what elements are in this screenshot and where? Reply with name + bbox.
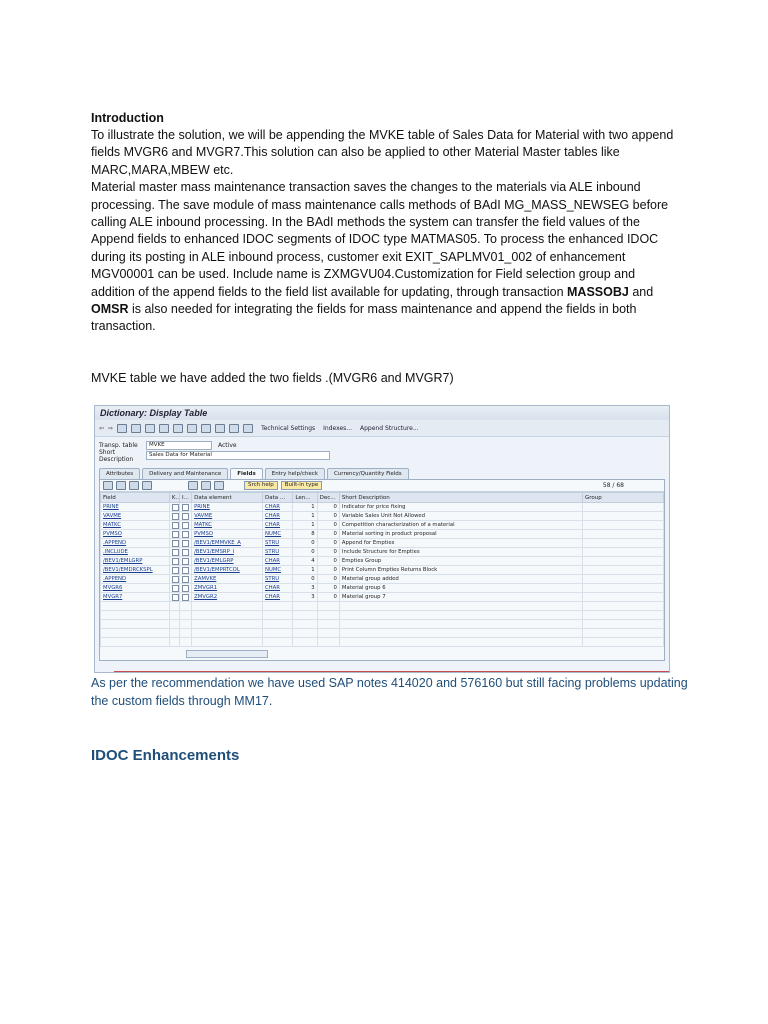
info-icon[interactable] [215,424,225,433]
key-checkbox[interactable] [169,539,179,548]
initial-checkbox[interactable] [179,548,191,557]
empty-cell [101,629,170,638]
decimals-cell[interactable]: 0 [317,593,339,602]
field-cell[interactable]: VAVME [101,512,170,521]
grid-toolbar [100,480,664,492]
empty-cell [262,629,292,638]
highlight-box [114,671,670,673]
empty-cell [339,620,582,629]
decimals-cell[interactable]: 0 [317,530,339,539]
data-type-cell[interactable]: CHAR [262,557,292,566]
key-checkbox[interactable] [169,566,179,575]
description-cell[interactable]: Indicator for price fixing [339,503,582,512]
key-checkbox[interactable] [169,548,179,557]
decimals-cell[interactable]: 0 [317,566,339,575]
empty-cell [169,602,179,611]
idoc-heading: IDOC Enhancements [91,747,240,764]
intro-paragraph-2: Material master mass maintenance transaction saves the changes to the materials via ALE inbound processing. The save module of mass maintenance calls methods of BAdI MG_MASS_NEWSEG before calling ALE inbound processing. In the BAdI methods the system can transfer the field values of the Append fields to enhanced IDOC segments of IDOC type MATMAS05. To process the enhanced IDOC during its posting in ALE inbound process, customer exit EXIT_SAPLMV01_002 of enhancement MGV00001 can be used. Include name is ZXMGVU04.Customization for Field selection group and addition of the append fields to the field list available for updating, through transaction MASSOBJ and OMSR is also needed for integrating the fields for mass maintenance and append the fields in both transaction. [91,180,669,334]
field-cell[interactable]: .INCLUDE [101,548,170,557]
toolbar-icon[interactable] [159,424,169,433]
empty-cell [582,611,663,620]
empty-cell [293,620,317,629]
field-cell[interactable]: MATKC [101,521,170,530]
checkbox-icon[interactable] [172,549,179,556]
data-type-cell[interactable]: CHAR [262,512,292,521]
key-checkbox[interactable] [169,593,179,602]
field-cell[interactable]: PRINE [101,503,170,512]
key-checkbox[interactable] [169,503,179,512]
field-cell[interactable]: .APPEND [101,539,170,548]
data-element-cell[interactable]: ZMVGR2 [192,593,263,602]
table-row[interactable] [101,530,664,539]
data-type-cell[interactable]: CHAR [262,503,292,512]
empty-cell [339,629,582,638]
field-cell[interactable]: PVMSO [101,530,170,539]
length-cell[interactable]: 8 [293,530,317,539]
initial-checkbox[interactable] [179,557,191,566]
data-type-cell[interactable]: STRU [262,575,292,584]
group-cell[interactable] [582,557,663,566]
checkbox-icon[interactable] [172,522,179,529]
group-cell[interactable] [582,575,663,584]
empty-cell [179,629,191,638]
description-cell[interactable]: Include Structure for Empties [339,548,582,557]
empty-cell [339,638,582,647]
intro-heading: Introduction [91,111,164,125]
checkbox-icon[interactable] [172,567,179,574]
empty-row [101,611,664,620]
empty-cell [179,638,191,647]
field-cell[interactable]: MVGR7 [101,593,170,602]
table-row[interactable] [101,539,664,548]
data-element-cell[interactable]: ZMVGR1 [192,584,263,593]
checkbox-icon[interactable] [182,558,189,565]
group-cell[interactable] [582,584,663,593]
toolbar-icon[interactable] [117,424,127,433]
empty-cell [192,638,263,647]
indexes-button[interactable]: Indexes... [323,424,353,432]
empty-cell [101,638,170,647]
length-cell[interactable]: 3 [293,584,317,593]
data-type-cell[interactable]: NUMC [262,566,292,575]
data-type-cell[interactable]: CHAR [262,584,292,593]
empty-cell [192,620,263,629]
empty-cell [101,620,170,629]
empty-cell [582,638,663,647]
built-in-type-button[interactable]: Built-in type [281,481,323,490]
key-checkbox[interactable] [169,521,179,530]
checkbox-icon[interactable] [172,585,179,592]
checkbox-icon[interactable] [182,540,189,547]
length-cell[interactable]: 0 [293,539,317,548]
table-row[interactable] [101,584,664,593]
column-header[interactable]: Dec... [317,493,339,503]
document-body [91,110,681,336]
toolbar-icon[interactable] [214,481,224,490]
header-fields [95,437,669,463]
checkbox-icon[interactable] [172,540,179,547]
checkbox-icon[interactable] [182,567,189,574]
empty-cell [582,629,663,638]
initial-checkbox[interactable] [179,593,191,602]
initial-checkbox[interactable] [179,539,191,548]
empty-row [101,620,664,629]
key-checkbox[interactable] [169,512,179,521]
table-row[interactable] [101,548,664,557]
data-element-cell[interactable]: /BEV1/EMLGRP [192,557,263,566]
short-desc-label: Short Description [99,448,134,463]
intro-paragraph-1: To illustrate the solution, we will be appending the MVKE table of Sales Data for Material with two append fields MVGR6 and MVGR7.This solution can also be applied to other Material Master tables like MARC,MARA,MBEW etc. [91,128,674,177]
group-cell[interactable] [582,530,663,539]
toolbar-icon[interactable] [173,424,183,433]
group-cell[interactable] [582,539,663,548]
group-cell[interactable] [582,566,663,575]
data-type-cell[interactable]: STRU [262,539,292,548]
fields-panel [99,479,665,661]
column-header[interactable]: Data element [192,493,263,503]
empty-cell [169,629,179,638]
data-element-cell[interactable]: ZAMVKE [192,575,263,584]
initial-checkbox[interactable] [179,530,191,539]
empty-cell [169,611,179,620]
empty-cell [317,638,339,647]
decimals-cell[interactable]: 0 [317,503,339,512]
data-type-cell[interactable]: CHAR [262,521,292,530]
table-row[interactable] [101,503,664,512]
checkbox-icon[interactable] [172,594,179,601]
checkbox-icon[interactable] [182,549,189,556]
description-cell[interactable]: Material group added [339,575,582,584]
initial-checkbox[interactable] [179,575,191,584]
key-checkbox[interactable] [169,557,179,566]
checkbox-icon[interactable] [172,531,179,538]
decimals-cell[interactable]: 0 [317,512,339,521]
sap-title: Dictionary: Display Table [95,406,669,420]
group-cell[interactable] [582,593,663,602]
table-row[interactable] [101,512,664,521]
table-row[interactable] [101,521,664,530]
table-row[interactable] [101,557,664,566]
description-cell[interactable]: Material group 7 [339,593,582,602]
length-cell[interactable]: 0 [293,575,317,584]
notes-paragraph: As per the recommendation we have used SAP notes 414020 and 576160 but still facing problems updating the custom fields through MM17. [91,676,688,708]
row-counter: 58 / 68 [602,482,624,489]
column-header[interactable]: K.. [169,493,179,503]
sap-toolbar [95,420,669,437]
back-icon[interactable]: ⇦ [99,424,105,432]
field-cell[interactable]: .APPEND [101,575,170,584]
column-header[interactable]: I... [179,493,191,503]
initial-checkbox[interactable] [179,503,191,512]
length-cell[interactable]: 1 [293,512,317,521]
length-cell[interactable]: 1 [293,521,317,530]
toolbar-icon[interactable] [187,424,197,433]
data-type-cell[interactable]: NUMC [262,530,292,539]
search-help-button[interactable]: Srch help [244,481,278,490]
transp-table-label: Transp. table [99,442,138,449]
empty-cell [179,602,191,611]
decimals-cell[interactable]: 0 [317,557,339,566]
copy-icon[interactable] [129,481,139,490]
column-header[interactable]: Short Description [339,493,582,503]
empty-cell [293,638,317,647]
data-element-cell[interactable]: /BEV1/EMPRTCOL [192,566,263,575]
empty-cell [169,620,179,629]
field-cell[interactable]: MVGR6 [101,584,170,593]
empty-cell [339,602,582,611]
table-row[interactable] [101,593,664,602]
tab-currency[interactable]: Currency/Quantity Fields [327,468,409,479]
table-header-row [101,493,664,503]
short-desc-field[interactable]: Sales Data for Material [146,451,330,460]
checkbox-icon[interactable] [172,513,179,520]
technical-settings-button[interactable]: Technical Settings [261,424,316,432]
data-element-cell[interactable]: /BEV1/EMMVKE_A [192,539,263,548]
length-cell[interactable]: 0 [293,548,317,557]
data-type-cell[interactable]: CHAR [262,593,292,602]
data-element-cell[interactable]: PVMSO [192,530,263,539]
empty-cell [101,611,170,620]
empty-cell [293,602,317,611]
append-structure-button[interactable]: Append Structure... [360,424,419,432]
description-cell[interactable]: Material sorting in product proposal [339,530,582,539]
empty-cell [262,611,292,620]
toolbar-icon[interactable] [145,424,155,433]
empty-cell [192,629,263,638]
fields-table [100,492,664,647]
field-cell[interactable]: /BEV1/EMDRCKSPL [101,566,170,575]
group-cell[interactable] [582,512,663,521]
data-element-cell[interactable]: VAVME [192,512,263,521]
table-row[interactable] [101,575,664,584]
initial-checkbox[interactable] [179,512,191,521]
field-cell[interactable]: /BEV1/EMLGRP [101,557,170,566]
empty-cell [317,620,339,629]
empty-cell [317,611,339,620]
toolbar-icon[interactable] [243,424,253,433]
decimals-cell[interactable]: 0 [317,575,339,584]
empty-cell [179,611,191,620]
key-checkbox[interactable] [169,584,179,593]
transp-table-field[interactable]: MVKE [146,441,212,450]
tab-entry-help[interactable]: Entry help/check [265,468,325,479]
decimals-cell[interactable]: 0 [317,584,339,593]
tab-fields[interactable]: Fields [230,468,262,479]
data-element-cell[interactable]: PRINE [192,503,263,512]
toolbar-icon[interactable] [131,424,141,433]
table-row[interactable] [101,566,664,575]
column-header[interactable]: Group [582,493,663,503]
key-checkbox[interactable] [169,575,179,584]
tab-attributes[interactable]: Attributes [99,468,140,479]
checkbox-icon[interactable] [182,576,189,583]
empty-cell [192,602,263,611]
toolbar-icon[interactable] [201,481,211,490]
length-cell[interactable]: 1 [293,566,317,575]
empty-row [101,629,664,638]
tab-delivery[interactable]: Delivery and Maintenance [142,468,228,479]
data-element-cell[interactable]: MATKC [192,521,263,530]
length-cell[interactable]: 4 [293,557,317,566]
empty-cell [101,602,170,611]
insert-row-icon[interactable] [103,481,113,490]
description-cell[interactable]: Variable Sales Unit Not Allowed [339,512,582,521]
checkbox-icon[interactable] [182,504,189,511]
column-header[interactable]: Data ... [262,493,292,503]
empty-cell [317,602,339,611]
column-header[interactable]: Field [101,493,170,503]
toolbar-icon[interactable] [201,424,211,433]
column-header[interactable]: Len... [293,493,317,503]
decimals-cell[interactable]: 0 [317,521,339,530]
description-cell[interactable]: Competition characterization of a material [339,521,582,530]
key-checkbox[interactable] [169,530,179,539]
empty-cell [582,620,663,629]
checkbox-icon[interactable] [172,558,179,565]
length-cell[interactable]: 3 [293,593,317,602]
data-element-cell[interactable]: /BEV1/EMSRP_I [192,548,263,557]
initial-checkbox[interactable] [179,584,191,593]
toolbar-icon[interactable] [188,481,198,490]
empty-cell [169,638,179,647]
checkbox-icon[interactable] [172,504,179,511]
empty-cell [179,620,191,629]
empty-cell [339,611,582,620]
empty-row [101,638,664,647]
checkbox-icon[interactable] [172,576,179,583]
description-cell[interactable]: Print Column Empties Returns Block [339,566,582,575]
checkbox-icon[interactable] [182,513,189,520]
table-caption: MVKE table we have added the two fields .(MVGR6 and MVGR7) [91,371,454,385]
checkbox-icon[interactable] [182,585,189,592]
checkbox-icon[interactable] [182,594,189,601]
sap-screenshot [94,405,670,673]
checkbox-icon[interactable] [182,531,189,538]
length-cell[interactable]: 1 [293,503,317,512]
empty-cell [582,602,663,611]
status-text: Active [218,442,237,449]
empty-row [101,602,664,611]
checkbox-icon[interactable] [182,522,189,529]
group-cell[interactable] [582,503,663,512]
description-cell[interactable]: Material group 6 [339,584,582,593]
group-cell[interactable] [582,548,663,557]
empty-cell [192,611,263,620]
toolbar-icon[interactable] [229,424,239,433]
initial-checkbox[interactable] [179,566,191,575]
tab-strip [99,468,669,479]
empty-cell [293,629,317,638]
initial-checkbox[interactable] [179,521,191,530]
description-cell[interactable]: Empties Group [339,557,582,566]
group-cell[interactable] [582,521,663,530]
empty-cell [262,638,292,647]
forward-icon[interactable]: ⇨ [108,424,114,432]
empty-cell [262,620,292,629]
delete-row-icon[interactable] [116,481,126,490]
decimals-cell[interactable]: 0 [317,548,339,557]
horizontal-scrollbar[interactable] [186,650,268,658]
data-type-cell[interactable]: STRU [262,548,292,557]
empty-cell [262,602,292,611]
description-cell[interactable]: Append for Empties [339,539,582,548]
empty-cell [293,611,317,620]
empty-cell [317,629,339,638]
decimals-cell[interactable]: 0 [317,539,339,548]
paste-icon[interactable] [142,481,152,490]
